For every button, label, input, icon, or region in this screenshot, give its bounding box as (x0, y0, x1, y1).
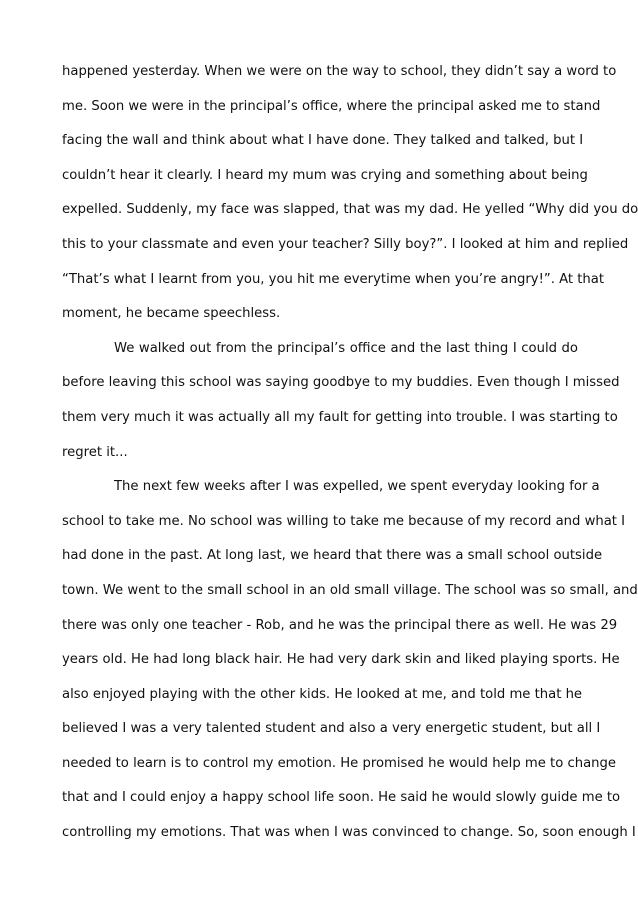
text-line: couldn’t hear it clearly. I heard my mum was crying and something about being (62, 167, 588, 183)
text-line: regret it... (62, 444, 128, 460)
text-line: them very much it was actually all my fault for getting into trouble. I was starting to (62, 409, 618, 425)
text-line: there was only one teacher - Rob, and he was the principal there as well. He was 29 (62, 617, 618, 633)
text-line: “That’s what I learnt from you, you hit me everytime when you’re angry!”. At that (62, 271, 605, 287)
text-line: facing the wall and think about what I have done. They talked and talked, but I (62, 133, 584, 149)
text-line: believed I was a very talented student and also a very energetic student, but all I (62, 721, 601, 737)
text-line: controlling my emotions. That was when I was convinced to change. So, soon enough I (62, 825, 636, 841)
text-line: me. Soon we were in the principal’s office, where the principal asked me to stand (62, 98, 601, 114)
text-line: years old. He had long black hair. He had very dark skin and liked playing sports. He (62, 652, 620, 668)
text-line: expelled. Suddenly, my face was slapped, that was my dad. He yelled “Why did you do (62, 202, 638, 218)
text-line: needed to learn is to control my emotion. He promised he would help me to change (62, 755, 617, 771)
text-line: this to your classmate and even your teacher? Silly boy?”. I looked at him and replied (62, 236, 629, 252)
text-line: also enjoyed playing with the other kids. He looked at me, and told me that he (62, 686, 583, 702)
body-text (62, 60, 638, 856)
text-line: had done in the past. At long last, we heard that there was a small school outside (62, 548, 603, 564)
text-line: town. We went to the small school in an old small village. The school was so small, and (62, 582, 638, 598)
text-line: that and I could enjoy a happy school life soon. He said he would slowly guide me to (62, 790, 621, 806)
text-line: before leaving this school was saying goodbye to my buddies. Even though I missed (62, 375, 620, 391)
text-line: moment, he became speechless. (62, 306, 281, 322)
text-line: We walked out from the principal’s office and the last thing I could do (114, 340, 578, 356)
text-line: school to take me. No school was willing to take me because of my record and what I (62, 513, 626, 529)
text-line: happened yesterday. When we were on the way to school, they didn’t say a word to (62, 64, 617, 79)
text-line: The next few weeks after I was expelled, we spent everyday looking for a (114, 479, 600, 495)
